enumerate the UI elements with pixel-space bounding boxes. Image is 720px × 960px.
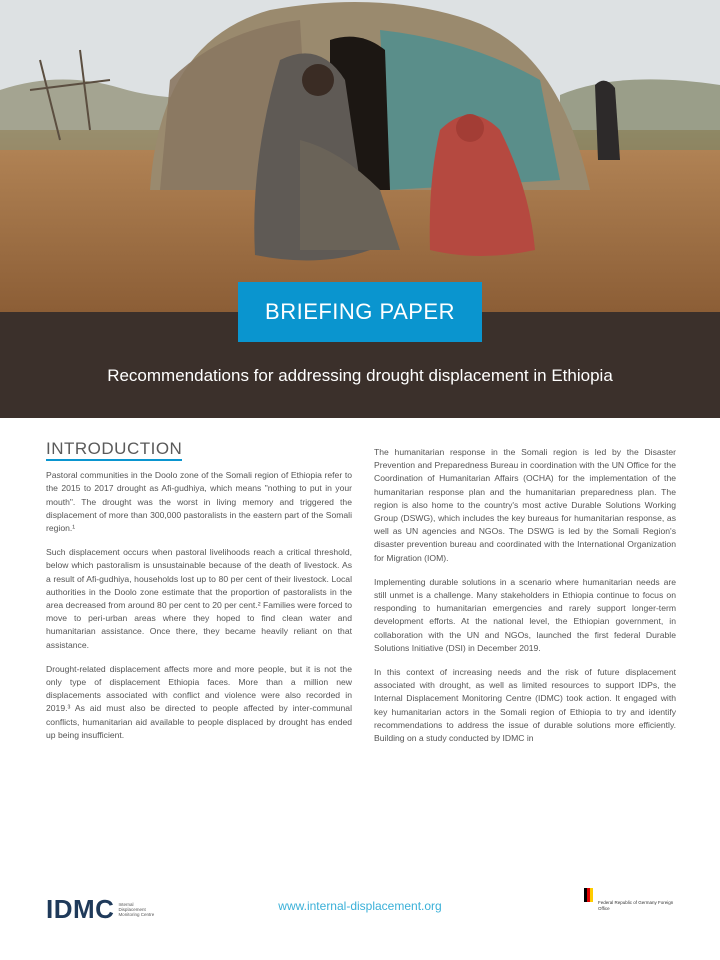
cover-photo-illustration <box>0 0 720 312</box>
paragraph: The humanitarian response in the Somali region is led by the Disaster Prevention and Preparedness Bureau in coordination with the UN Office for the Coordination of Humanitarian Affairs (OCHA) for the implementation of the humanitarian response plan and the humanitarian preparedness plan. The region is also home to the country's most active Durable Solutions Working Group (DSWG), which includes the key bureaus for humanitarian response, as well as UN agencies and NGOs. The DSWG is led by the Somali Region's disaster prevention bureau and coordinated with the International Organization for Migration (IOM). <box>374 447 676 563</box>
idmc-logo-mark: IDMC <box>46 894 115 924</box>
paragraph: Implementing durable solutions in a scenario where humanitarian needs are still unmet is a challenge. Many stakeholders in Ethiopia continue to focus on responding to humanitarian emergencies and rarely support longer-term development efforts. At the national level, the Ethiopian government, in collaboration with the UN and NGOs, launched the first federal Durable Solutions Initiative (DSI) in December 2019. <box>374 576 676 653</box>
idmc-logo-subtext: Internal Displacement Monitoring Centre <box>118 902 155 917</box>
document-title: Recommendations for addressing drought displacement in Ethiopia <box>107 366 613 385</box>
paragraph: Drought-related displacement affects more and more people, but it is not the only type of displacement Ethiopia faces. More than a million new displacements associated with conflict and violence were also recorded in 2019.³ As aid must also be directed to people affected by inter-communal conflicts, humanitarian aid available to people displaced by drought has ended up being insufficient. <box>46 663 352 740</box>
cover-photo <box>0 0 720 312</box>
german-foreign-office-label: Federal Republic of Germany Foreign Office <box>598 900 674 911</box>
website-link[interactable]: www.internal-displacement.org <box>278 899 442 913</box>
footer <box>0 880 720 940</box>
paragraph: Pastoral communities in the Doolo zone of the Somali region of Ethiopia refer to the 2015 to 2017 drought as Afi-gudhiya, which means "nothing to put in your mouth". The drought was the worst in living memory and triggered the displacement of more than 300,000 pastoralists in the eastern part of the Somali region.¹ <box>46 470 352 534</box>
document-type-tag: BRIEFING PAPER <box>238 282 482 342</box>
german-foreign-office-logo <box>584 888 684 928</box>
left-column <box>46 439 352 753</box>
section-heading-introduction: INTRODUCTION <box>46 442 182 461</box>
paragraph: In this context of increasing needs and the risk of future displacement associated with drought, as well as limited resources to support IDPs, the Internal Displacement Monitoring Centre (IDMC) took action. It engaged with key humanitarian actors in the Somali region of Ethiopia to try and identify recommendations to address the issue of durable solutions more efficiently. Building on a study conducted by IDMC in <box>374 667 676 744</box>
right-column <box>374 446 676 756</box>
paragraph: Such displacement occurs when pastoral livelihoods reach a critical threshold, below which pastoralism is unsustainable because of the death of livestock. As a result of Afi-gudhiya, households lost up to 80 per cent of their livestock. Local authorities in the Doolo zone estimate that the proportion of pastoralists in the area decreased from around 80 per cent to 20 per cent.² Families were forced to move to peri-urban areas where they hoped to find clean water and humanitarian assistance. Once there, they became heavily reliant on that assistance. <box>46 547 352 650</box>
eagle-emblem-icon <box>584 888 596 902</box>
